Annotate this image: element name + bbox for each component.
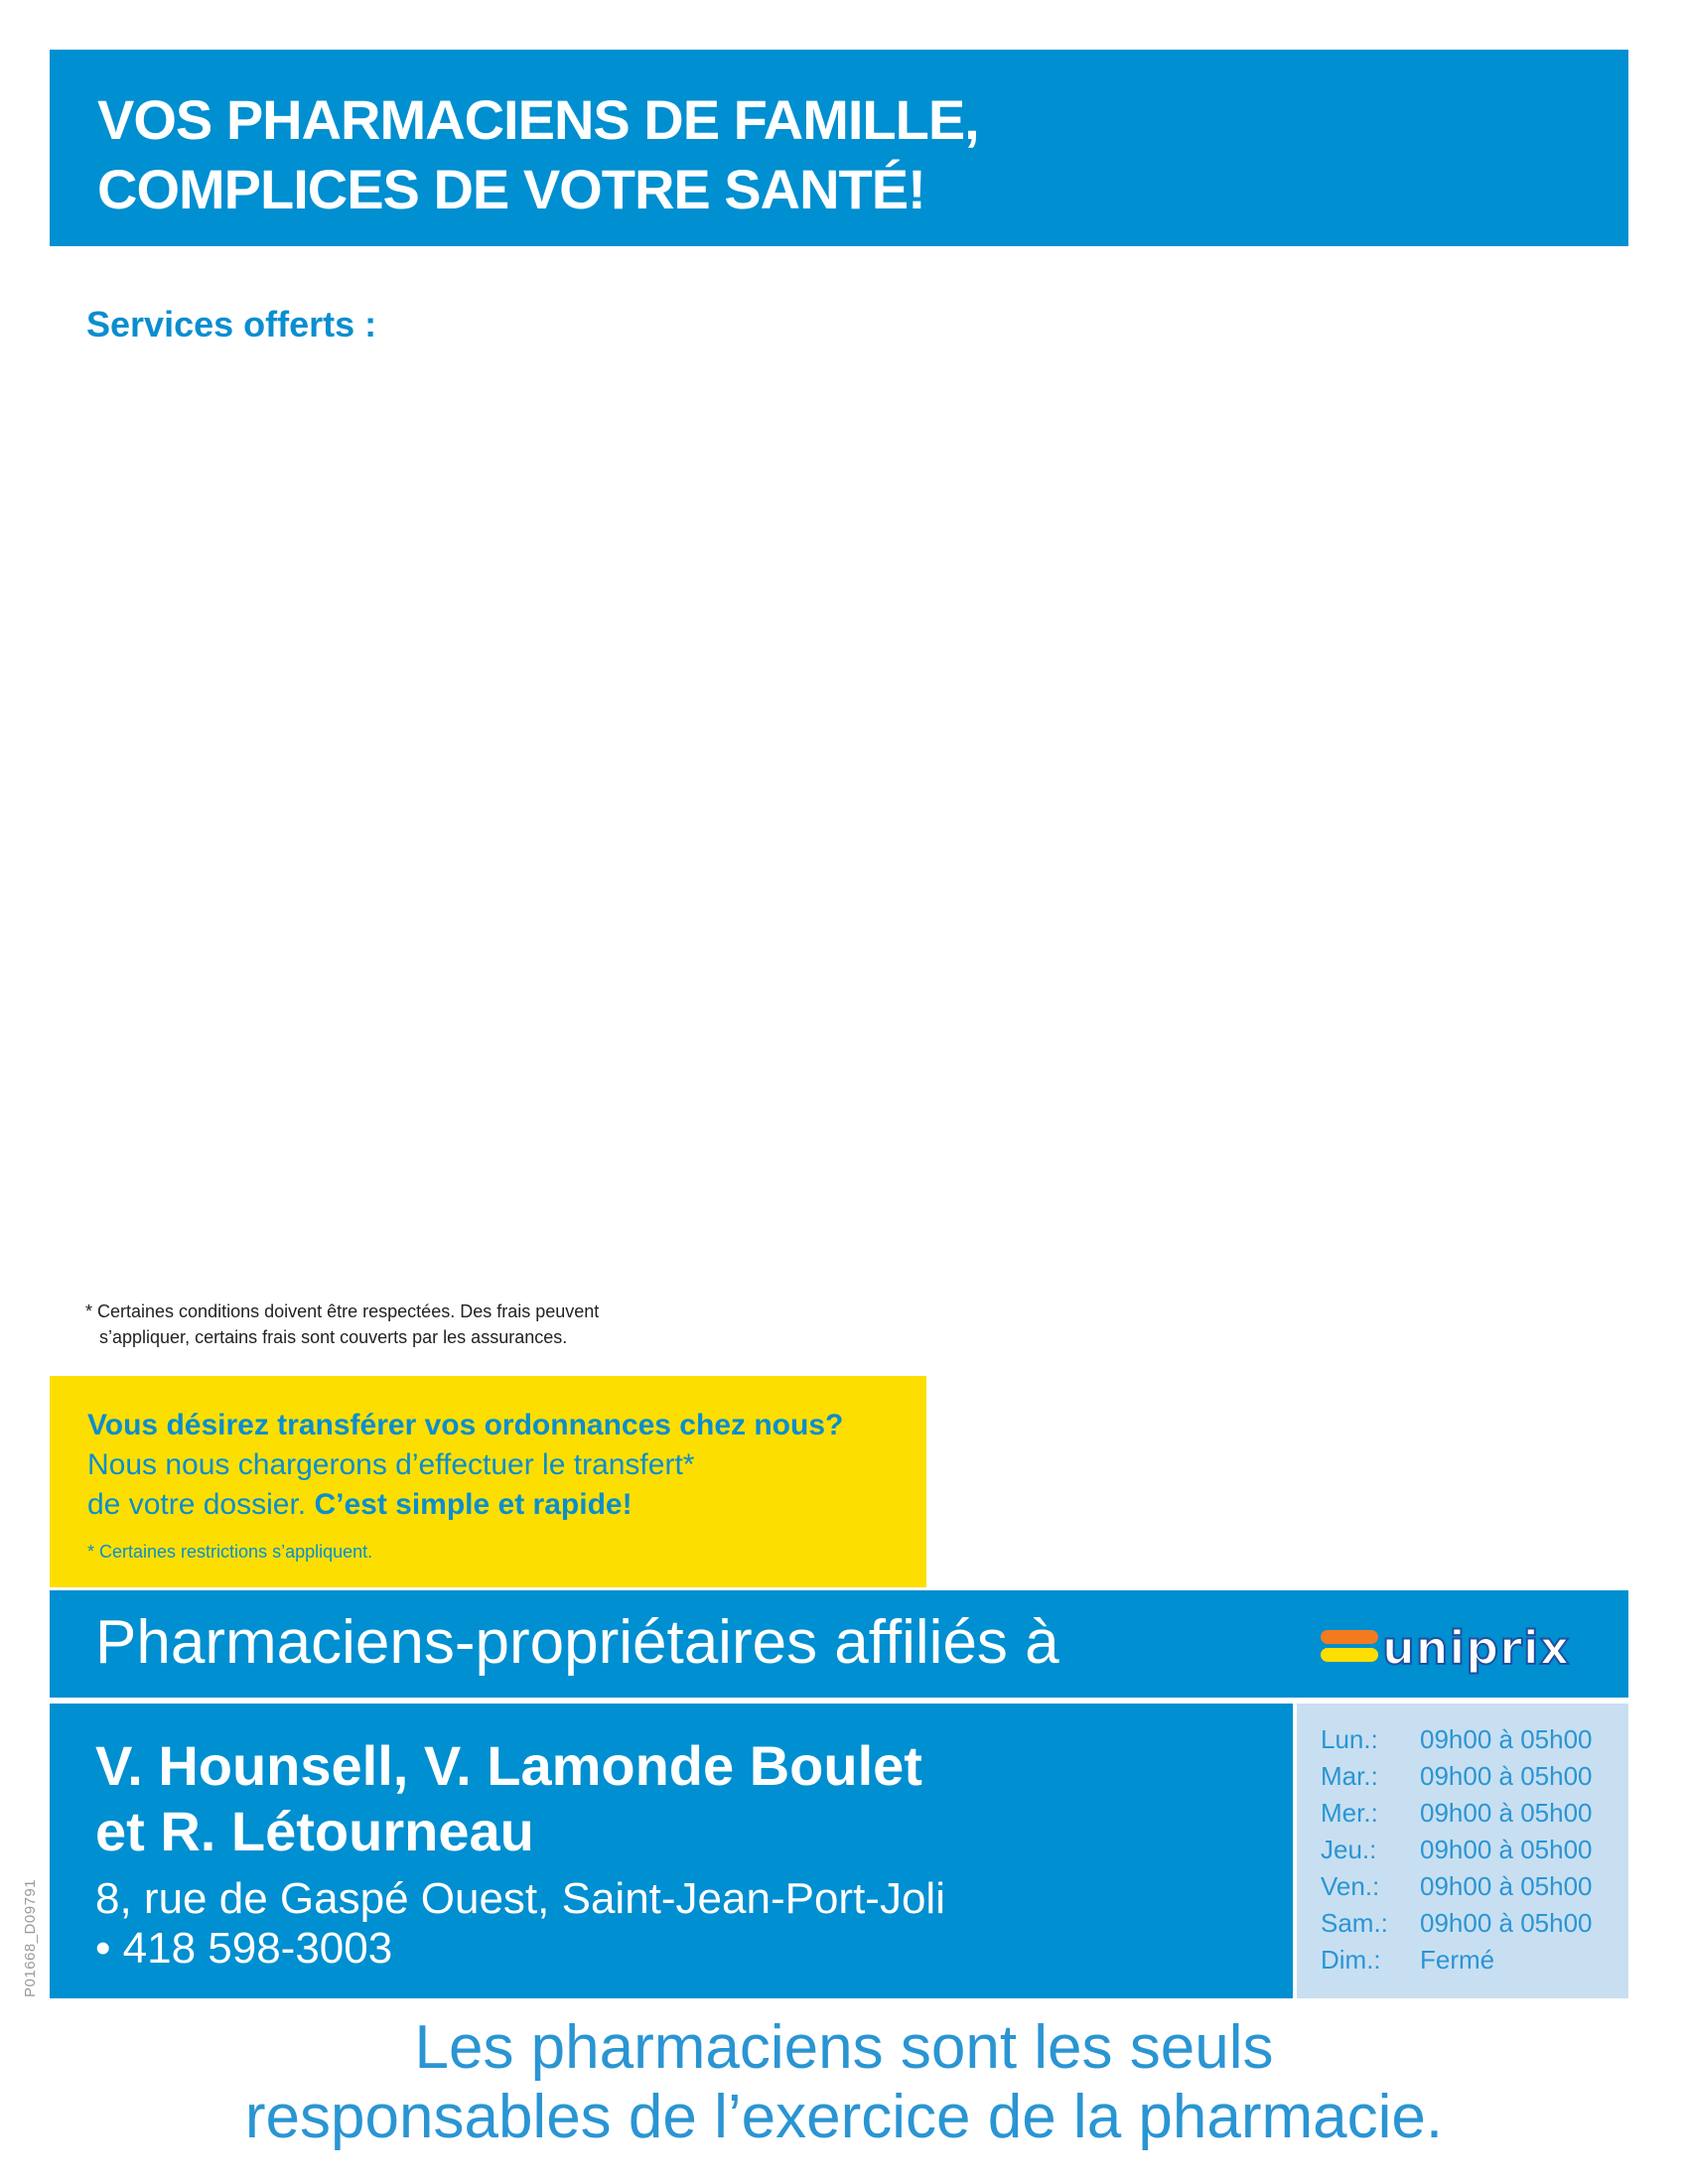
- hours-row: [1321, 1942, 1628, 1979]
- transfer-question: Vous désirez transférer vos ordonnances chez nous?: [87, 1409, 844, 1441]
- footer-tagline: [0, 2013, 1688, 2152]
- hours-time: 09h00 à 05h00: [1420, 1761, 1593, 1791]
- hours-day: Lun.:: [1321, 1724, 1378, 1754]
- tagline-line2: responsables de l’exercice de la pharmacie.: [244, 2083, 1444, 2151]
- conditions-footnote: [85, 1298, 780, 1350]
- uniprix-logo: [1321, 1620, 1599, 1676]
- affiliation-text: Pharmaciens-propriétaires affiliés à: [95, 1608, 1059, 1677]
- hours-time: Fermé: [1420, 1945, 1495, 1975]
- hours-day: Mar.:: [1321, 1761, 1378, 1791]
- header-banner: [50, 50, 1628, 246]
- hours-day: Jeu.:: [1321, 1835, 1377, 1864]
- hours-row: [1321, 1832, 1628, 1868]
- pharmacy-address: 8, rue de Gaspé Ouest, Saint-Jean-Port-Joli: [95, 1874, 945, 1923]
- hours-row: [1321, 1905, 1628, 1942]
- transfer-line1: Nous nous chargerons d’effectuer le transfert*: [87, 1448, 695, 1481]
- hours-time: 09h00 à 05h00: [1420, 1835, 1593, 1864]
- footnote-line1: * Certaines conditions doivent être respectées. Des frais peuvent: [85, 1301, 600, 1321]
- hours-day: Dim.:: [1321, 1945, 1381, 1975]
- transfer-line2-start: de votre dossier.: [87, 1488, 307, 1521]
- hours-row: [1321, 1795, 1628, 1832]
- transfer-note: * Certaines restrictions s’appliquent.: [87, 1542, 373, 1562]
- hours-day: Mer.:: [1321, 1798, 1378, 1828]
- hours-row: [1321, 1868, 1628, 1905]
- hours-time: 09h00 à 05h00: [1420, 1724, 1593, 1754]
- logo-wordmark: uniprix: [1382, 1621, 1571, 1675]
- pharmacist-names-line2: et R. Létourneau: [95, 1800, 534, 1862]
- hours-row: [1321, 1721, 1628, 1758]
- footnote-line2: s’appliquer, certains frais sont couverts par les assurances.: [99, 1327, 568, 1347]
- logo-orange-bar: [1321, 1630, 1378, 1644]
- transfer-callout: [50, 1376, 926, 1587]
- transfer-line2: [87, 1485, 926, 1525]
- header-title-line2: COMPLICES DE VOTRE SANTÉ!: [97, 158, 925, 220]
- header-title-line1: VOS PHARMACIENS DE FAMILLE,: [97, 88, 979, 151]
- pharmacy-phone: • 418 598-3003: [95, 1924, 393, 1973]
- tagline-line1: Les pharmaciens sont les seuls: [414, 2013, 1274, 2082]
- hours-time: 09h00 à 05h00: [1420, 1908, 1593, 1938]
- hours-day: Ven.:: [1321, 1871, 1380, 1901]
- hours-row: [1321, 1758, 1628, 1795]
- pharmacist-names-line1: V. Hounsell, V. Lamonde Boulet: [95, 1734, 922, 1797]
- affiliation-band: [50, 1590, 1628, 1698]
- opening-hours: [1297, 1704, 1628, 1998]
- hours-time: 09h00 à 05h00: [1420, 1798, 1593, 1828]
- hours-time: 09h00 à 05h00: [1420, 1871, 1593, 1901]
- services-label: Services offerts :: [86, 304, 377, 344]
- hours-day: Sam.:: [1321, 1908, 1388, 1938]
- pharmacist-block: [50, 1704, 1293, 1998]
- logo-yellow-bar: [1321, 1648, 1378, 1662]
- transfer-line2-bold: C’est simple et rapide!: [314, 1488, 633, 1521]
- document-code: P01668_D09791: [22, 1878, 39, 1997]
